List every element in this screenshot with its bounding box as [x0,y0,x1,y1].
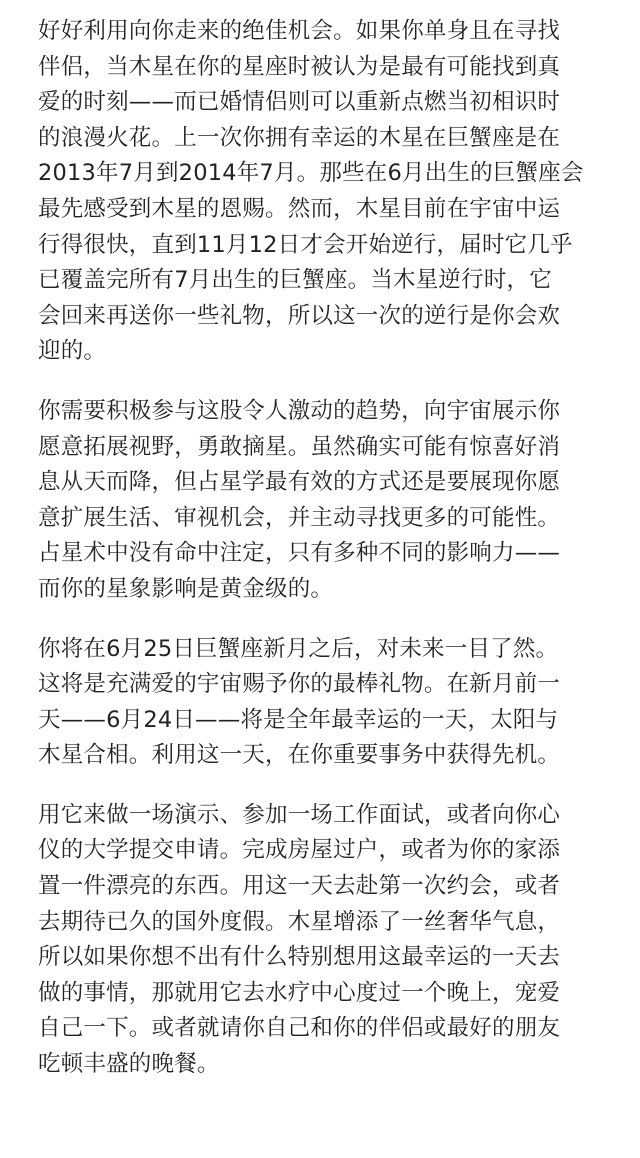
text-line: 会回来再送你一些礼物，所以这一次的逆行是你会欢 [38,302,561,329]
text-line: 用它来做一场演示、参加一场工作面试，或者向你心 [38,801,561,828]
text-line: 去期待已久的国外度假。木星增添了一丝奢华气息， [38,908,561,935]
text-line: 行得很快，直到11月12日才会开始逆行，届时它几乎 [38,231,573,258]
text-line: 所以如果你想不出有什么特别想用这最幸运的一天去 [38,944,561,971]
text-line: 做的事情，那就用它去水疗中心度过一个晚上，宠爱 [38,979,561,1006]
text-line: 吃顿丰盛的晚餐。 [38,1051,220,1078]
paragraph-1 [38,14,602,370]
text-line: 伴侣，当木星在你的星座时被认为是最有可能找到真 [38,53,561,80]
text-line: 占星术中没有命中注定，只有多种不同的影响力—— [38,540,561,567]
text-line: 的浪漫火花。上一次你拥有幸运的木星在巨蟹座是在 [38,124,561,151]
text-line: 木星合相。利用这一天，在你重要事务中获得先机。 [38,742,561,769]
text-line: 仪的大学提交申请。完成房屋过户，或者为你的家添 [38,837,561,864]
text-line: 而你的星象影响是黄金级的。 [38,575,334,602]
text-line: 最先感受到木星的恩赐。然而，木星目前在宇宙中运 [38,195,561,222]
text-line: 迎的。 [38,338,107,365]
article-body [38,14,602,1107]
text-line: 爱的时刻——而已婚情侣则可以重新点燃当初相识时 [38,89,561,116]
text-line: 2013年7月到2014年7月。那些在6月出生的巨蟹座会 [38,160,584,187]
text-line: 天——6月24日——将是全年最幸运的一天，太阳与 [38,706,559,733]
paragraph-3 [38,632,602,774]
paragraph-4 [38,798,602,1083]
text-line: 自己一下。或者就请你自己和你的伴侣或最好的朋友 [38,1015,561,1042]
text-line: 好好利用向你走来的绝佳机会。如果你单身且在寻找 [38,18,561,44]
text-line: 你将在6月25日巨蟹座新月之后，对未来一目了然。 [38,635,559,662]
text-line: 意扩展生活、审视机会，并主动寻找更多的可能性。 [38,504,561,531]
text-line: 这将是充满爱的宇宙赐予你的最棒礼物。在新月前一 [38,671,561,698]
paragraph-2 [38,394,602,608]
text-line: 愿意拓展视野，勇敢摘星。虽然确实可能有惊喜好消 [38,433,561,460]
text-line: 息从天而降，但占星学最有效的方式还是要展现你愿 [38,469,561,496]
text-line: 已覆盖完所有7月出生的巨蟹座。当木星逆行时，它 [38,267,552,294]
text-line: 置一件漂亮的东西。用这一天去赴第一次约会，或者 [38,873,561,900]
text-line: 你需要积极参与这股令人激动的趋势，向宇宙展示你 [38,397,561,424]
